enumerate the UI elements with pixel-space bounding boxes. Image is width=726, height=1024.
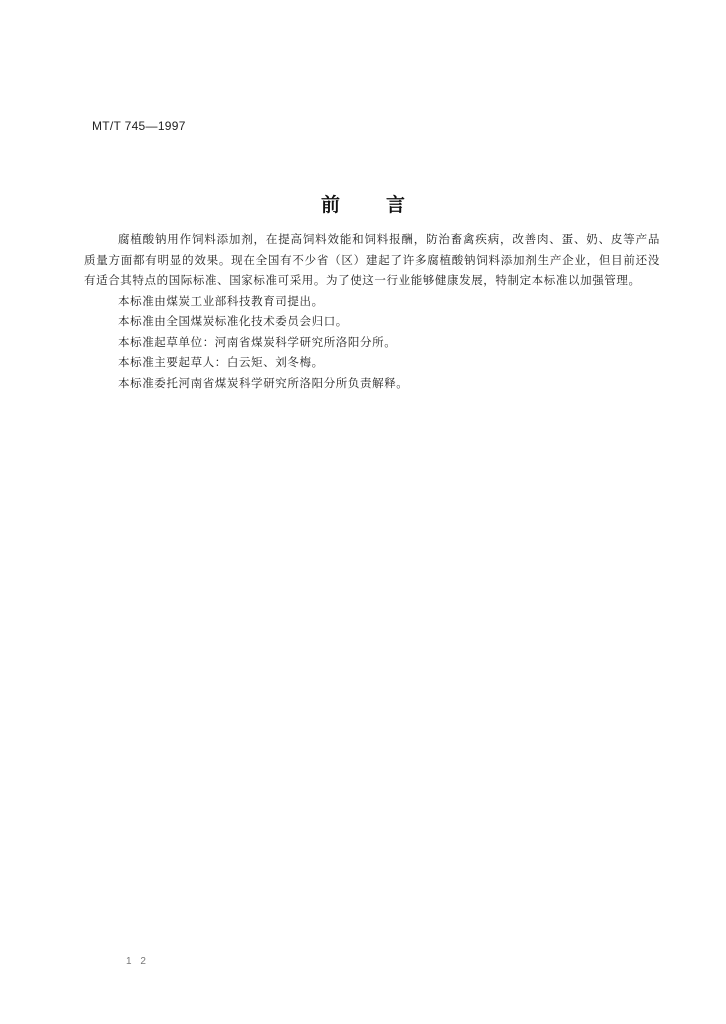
foreword-paragraph-administration: 本标准由全国煤炭标准化技术委员会归口。: [118, 314, 348, 328]
foreword-body: [84, 229, 660, 393]
page-number: 1 2: [126, 956, 149, 967]
title-char-2: 言: [386, 194, 406, 216]
foreword-paragraph-main: 腐植酸钠用作饲料添加剂，在提高饲料效能和饲料报酬，防治畜禽疾病，改善肉、蛋、奶、皮等产品质量方面都有明显的效果。现在全国有不少省（区）建起了许多腐植酸钠饲料添加剂生产企业，但目前还没有适合其特点的国际标准、国家标准可采用。为了使这一行业能够健康发展，特制定本标准以加强管理。: [84, 232, 660, 287]
standard-code: MT/T 745—1997: [92, 119, 186, 133]
page-title: [0, 190, 726, 217]
title-char-1: 前: [320, 194, 340, 216]
foreword-paragraph-proposer: 本标准由煤炭工业部科技教育司提出。: [118, 293, 324, 308]
foreword-paragraph-drafting-unit: 本标准起草单位：河南省煤炭科学研究所洛阳分所。: [118, 334, 397, 349]
foreword-paragraph-interpretation: 本标准委托河南省煤炭科学研究所洛阳分所负责解释。: [118, 375, 409, 390]
foreword-paragraph-drafters: 本标准主要起草人：白云矩、刘冬梅。: [118, 355, 324, 369]
